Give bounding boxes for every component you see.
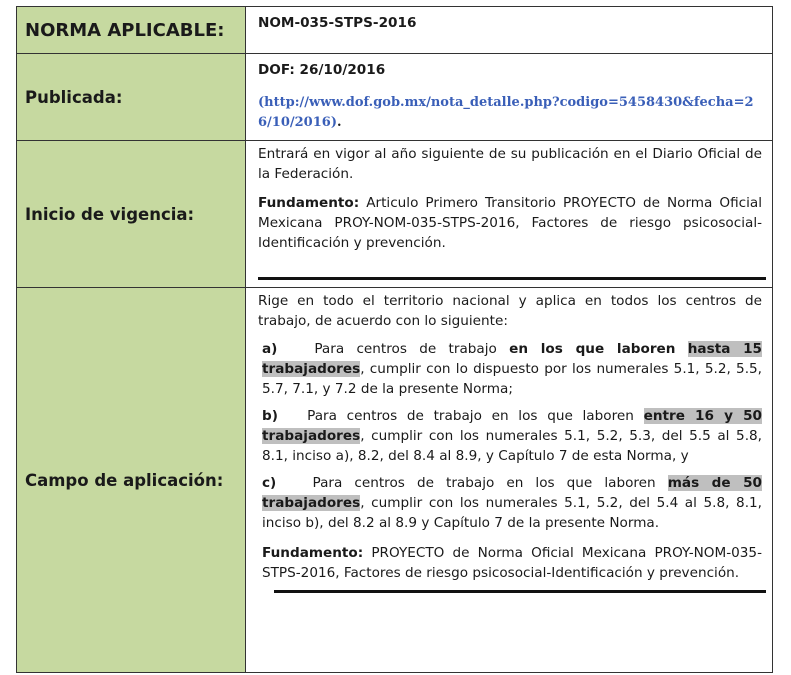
norma-table <box>16 6 773 673</box>
item-bold: en los que laboren <box>509 341 676 357</box>
item-post: , cumplir con los numerales 5.1, 5.2, del 5.4 al 5.8, 8.1, inciso b), del 8.2 al 8.9 y Capítulo 7 de la presente Norma. <box>262 495 762 531</box>
item-letter: a) <box>262 341 278 357</box>
row-publicada <box>17 54 773 141</box>
norma-value: NOM-035-STPS-2016 <box>258 15 417 31</box>
value-cell <box>246 288 773 673</box>
label-cell <box>17 141 246 288</box>
dof-link[interactable]: (http://www.dof.gob.mx/nota_detalle.php?codigo=5458430&fecha=26/10/2016) <box>258 95 754 130</box>
dof-link-wrap <box>258 92 762 132</box>
label-cell <box>17 54 246 141</box>
norma-label: NORMA APLICABLE: <box>25 19 225 41</box>
fundamento-label: Fundamento: <box>262 545 364 561</box>
item-pre: Para centros de trabajo en los que laboren <box>307 408 634 424</box>
row-divider <box>274 590 766 593</box>
item-highlight: entre 16 y 50 trabajadores <box>262 408 763 444</box>
publicada-value <box>246 54 772 132</box>
row-inicio-vigencia <box>17 141 773 288</box>
item-pre: Para centros de trabajo <box>314 341 497 357</box>
row-norma-aplicable <box>17 7 773 54</box>
item-post: , cumplir con lo dispuesto por los numerales 5.1, 5.2, 5.5, 5.7, 7.1, y 7.2 de la presente Norma; <box>262 361 762 397</box>
fundamento-label: Fundamento: <box>258 195 360 211</box>
publicada-label: Publicada: <box>25 87 123 107</box>
row-divider <box>258 277 766 280</box>
item-letter: c) <box>262 475 277 491</box>
norma-table-frame <box>16 6 772 674</box>
campo-fundamento <box>262 543 762 583</box>
inicio-fundamento <box>246 190 772 253</box>
campo-item-c <box>262 473 762 533</box>
campo-item-b <box>262 406 762 466</box>
dof-link-suffix: . <box>336 115 342 130</box>
campo-item-a <box>262 339 762 399</box>
item-post: , cumplir con los numerales 5.1, 5.2, 5.3, del 5.5 al 5.8, 8.1, inciso a), 8.2, del 8.4 al 8.9, y Capítulo 7 de esta Norma, y <box>262 428 762 464</box>
inicio-text: Entrará en vigor al año siguiente de su publicación en el Diario Oficial de la Federación. <box>258 146 762 182</box>
dof-date: DOF: 26/10/2016 <box>258 62 386 78</box>
label-cell <box>17 7 246 54</box>
campo-label: Campo de aplicación: <box>25 470 224 490</box>
campo-items <box>246 331 772 583</box>
campo-intro: Rige en todo el territorio nacional y aplica en todos los centros de trabajo, de acuerdo con lo siguiente: <box>258 293 762 329</box>
item-pre: Para centros de trabajo en los que laboren <box>312 475 656 491</box>
item-letter: b) <box>262 408 278 424</box>
inicio-label: Inicio de vigencia: <box>25 204 195 224</box>
label-cell <box>17 288 246 673</box>
item-highlight: hasta 15 trabajadores <box>262 341 762 377</box>
fundamento-text: PROYECTO de Norma Oficial Mexicana PROY-NOM-035-STPS-2016, Factores de riesgo psicosocial-Identificación y prevención. <box>262 545 762 581</box>
item-highlight: más de 50 trabajadores <box>262 475 763 511</box>
value-cell <box>246 7 773 54</box>
row-campo-aplicacion <box>17 288 773 673</box>
value-cell <box>246 54 773 141</box>
fundamento-text: Articulo Primero Transitorio PROYECTO de Norma Oficial Mexicana PROY-NOM-035-STPS-2016, Factores de riesgo psicosocial-Identificación y prevención. <box>258 195 762 251</box>
value-cell <box>246 141 773 288</box>
